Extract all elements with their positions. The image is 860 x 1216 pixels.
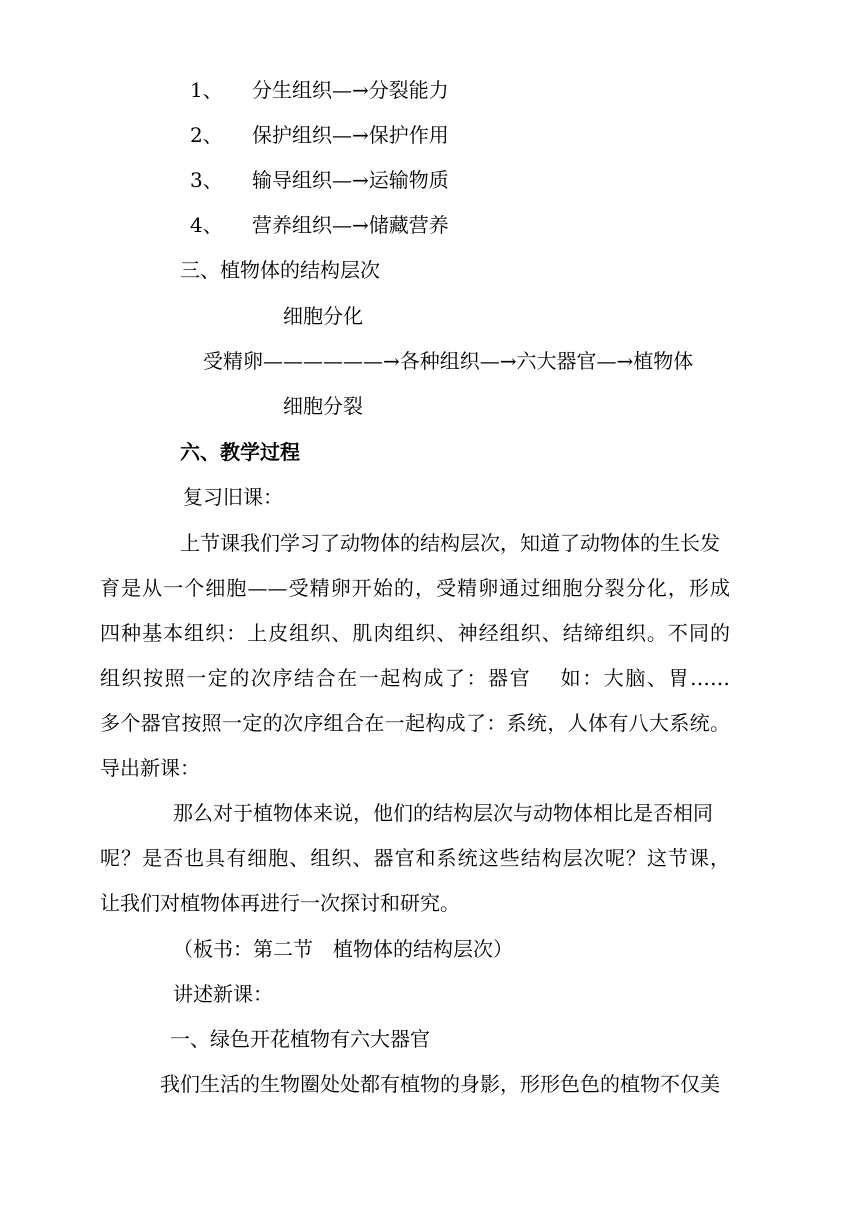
paragraph-line: 那么对于植物体来说，他们的结构层次与动物体相比是否相同 (173, 801, 713, 825)
section-heading-bold: 六、教学过程 (180, 440, 300, 464)
paragraph-line: 导出新课： (100, 756, 200, 780)
list-number-3: 3、 (190, 168, 223, 192)
paragraph-line: 呢？是否也具有细胞、组织、器官和系统这些结构层次呢？这节课， (100, 846, 730, 870)
paragraph-line: 多个器官按照一定的次序组合在一起构成了：系统，人体有八大系统。 (100, 711, 730, 735)
paragraph-line: 育是从一个细胞——受精卵开始的，受精卵通过细胞分裂分化，形成 (100, 576, 730, 600)
diagram-top-label: 细胞分化 (283, 304, 363, 328)
paragraph-line: 我们生活的生物圈处处都有植物的身影，形形色色的植物不仅美 (160, 1072, 720, 1096)
list-number-1: 1、 (190, 78, 223, 102)
list-number-2: 2、 (190, 123, 223, 147)
list-number-4: 4、 (190, 213, 223, 237)
paragraph-line: 让我们对植物体再进行一次探讨和研究。 (100, 891, 460, 915)
diagram-flow: 受精卵——————→各种组织—→六大器官—→植物体 (203, 349, 694, 373)
list-item-1: 分生组织—→分裂能力 (252, 78, 449, 102)
subsection-heading: 一、绿色开花植物有六大器官 (170, 1027, 430, 1051)
diagram-bottom-label: 细胞分裂 (283, 394, 363, 418)
paragraph-line: 上节课我们学习了动物体的结构层次，知道了动物体的生长发 (180, 531, 720, 555)
section-heading: 三、植物体的结构层次 (180, 258, 380, 282)
paragraph-line: 四种基本组织：上皮组织、肌肉组织、神经组织、结缔组织。不同的 (100, 621, 730, 645)
board-note: （板书：第二节 植物体的结构层次） (173, 937, 513, 961)
list-item-2: 保护组织—→保护作用 (252, 123, 449, 147)
list-item-4: 营养组织—→储藏营养 (252, 213, 449, 237)
lecture-label: 讲述新课： (173, 982, 273, 1006)
paragraph-line: 组织按照一定的次序结合在一起构成了：器官 如：大脑、胃…… (100, 666, 730, 690)
review-label: 复习旧课： (183, 485, 283, 509)
list-item-3: 输导组织—→运输物质 (252, 168, 449, 192)
